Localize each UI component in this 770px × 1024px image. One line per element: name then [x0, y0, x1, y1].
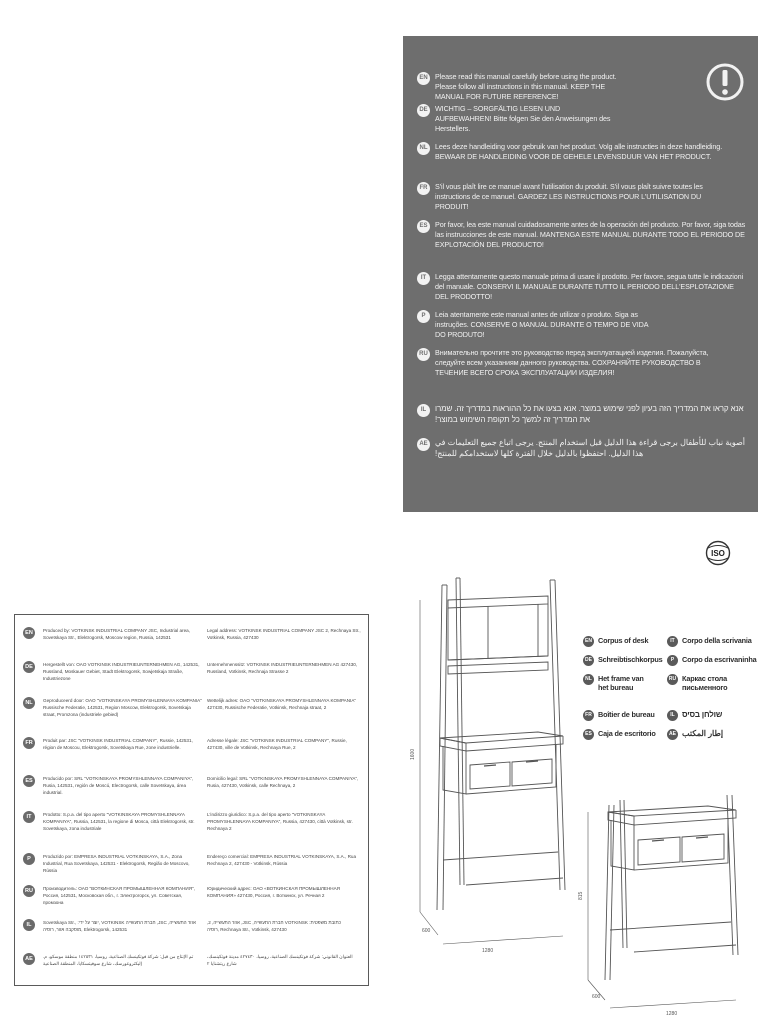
product-name-list	[583, 636, 763, 746]
product-name-nl	[583, 674, 653, 692]
warning-item-en	[417, 72, 747, 102]
warning-text: אנא קראו את המדריך הזה בעיון לפני שימוש במוצר. אנא בצעו את כל ההוראות במדריך זה. שמרו את המדריך זה למשך כל תקופת השימוש במוצר!	[435, 404, 744, 424]
producer-address: Prodotto: S.p.a. del tipo aperto "VOTKINSKAYA PROMYSHLENNAYA KOMPANIYA", Russia, 142531, la regione di Mosca, città Elektrogorsk, str. Sovetskaya, zona industriale	[43, 812, 195, 831]
legal-address: כתובת משפטית: VOTKINSK חברת התעשייה, JSC, אזור התעשייה, 2, Rechnaya Str., Votkinsk, 427430 ,רוסיה	[207, 920, 342, 932]
producer-address: Hergestellt von: OAO VOTKINSK INDUSTRIEUNTERNEHMEN AG, 142531, Russland, Moskauer Gebiet, Stadt Elektrogorsk, Sowjetskaja Straße, Industriezone	[43, 662, 200, 681]
tall-desk-drawing	[420, 578, 565, 944]
iso-label: ISO	[711, 549, 725, 558]
lang-badge: FR	[583, 710, 594, 721]
lang-badge: IL	[23, 919, 35, 931]
short-depth-label: 600	[592, 994, 601, 1000]
legal-address: Legal address: VOTKINSK INDUSTRIAL COMPANY JSC 2, Rechnaya Str., Votkinsk, Russia, 427430	[207, 628, 361, 640]
tall-depth-label: 600	[422, 928, 431, 934]
product-name-label: Caja de escritorio	[598, 729, 656, 738]
producer-address: Produced by: VOTKINSK INDUSTRIAL COMPANY JSC, Industrial area, Sovetskaya Str., Elektrogorsk, Moscow region, Russia, 142531	[43, 628, 190, 640]
producer-address: Producido por: SRL "VOTKINSKAYA PROMYSHLENNAYA COMPANIYA", Rusia, 142531, región de Moscú, Electrogorsk, calle Sovetskaya, área industrial.	[43, 776, 194, 795]
short-desk-drawing	[588, 795, 738, 1008]
lang-badge: IT	[417, 272, 430, 285]
short-width-label: 1280	[666, 1011, 678, 1017]
warning-text: S'il vous plaît lire ce manuel avant l'utilisation du produit. S'il vous plaît suivre toutes les instructions de ce manuel. GARDEZ LES INSTRUCTIONS POUR L'UTILISATION DU PRODUIT!	[435, 182, 703, 211]
lang-badge: AE	[667, 729, 678, 740]
producer-address: Produit par: JSC "VOTKINSK INDUSTRIAL COMPANY", Russie, 142531, région de Moscou, Elektrogorsk, Sovetskaya Rue, zone industrielle.	[43, 738, 193, 750]
producer-address: Производитель: ОАО "ВОТКИНСКАЯ ПРОМЫШЛЕННАЯ КОМПАНИЯ", Россия, 142531, Московская обл., г. Электрогорск, ул. Советская, промзона	[43, 886, 195, 905]
product-name-label: Corpo da escrivaninha	[682, 655, 757, 664]
warning-item-ae	[417, 438, 747, 459]
product-name-label: Boîtier de bureau	[598, 710, 655, 719]
product-name-label: שולחן בסיס	[682, 710, 723, 719]
lang-badge: ES	[417, 220, 430, 233]
lang-badge: P	[417, 310, 430, 323]
warning-text: Внимательно прочтите это руководство перед эксплуатацией изделия. Пожалуйста, следуйте всем указаниям данного руководства. СОХРАНЯЙТЕ РУКОВОДСТВО В ТЕЧЕНИЕ ВСЕГО СРОКА ЭКСПЛУАТАЦИИ ИЗДЕЛИЯ!	[435, 348, 709, 377]
warning-item-es	[417, 220, 747, 250]
warning-panel	[403, 36, 758, 512]
lang-badge: RU	[417, 348, 430, 361]
lang-badge: DE	[23, 661, 35, 673]
lang-badge: EN	[417, 72, 430, 85]
warning-item-it	[417, 272, 747, 302]
lang-badge: NL	[23, 697, 35, 709]
product-name-de	[583, 655, 663, 666]
warning-item-ru	[417, 348, 747, 378]
lang-badge: NL	[417, 142, 430, 155]
legal-address: L'indirizzo giuridico: S.p.a. del tipo aperto "VOTKINSKAYA PROMYSHLENNAYA KOMPANIYA", Russia, 427430, città Votkinsk, str. Rechnaya 2	[207, 812, 353, 831]
lang-badge: EN	[583, 636, 594, 647]
warning-item-de	[417, 104, 747, 134]
legal-address: Wettelijk adres: OAO "VOTKINSKAYA PROMYSHLENNAYA KOMPANIA" 427430, Russische Federatie, Votkinsk, Rechnaja straat, 2	[207, 698, 357, 710]
product-name-en	[583, 636, 648, 647]
lang-badge: ES	[583, 729, 594, 740]
product-name-label: Corpo della scrivania	[682, 636, 752, 645]
warning-item-il	[417, 404, 747, 425]
legal-address: Unternehmenssitz: VOTKINSK INDUSTRIEUNTERNEHMEN AG 427430, Russland, Votkinsk, Rechnaja Strasse 2	[207, 662, 358, 674]
legal-address: Adresse légale: JSC "VOTKINSK INDUSTRIAL COMPANY", Russie, 427430, ville de Votkinsk, Rechnaya Rue, 2	[207, 738, 347, 750]
warning-text: Leia atentamente este manual antes de utilizar o produto. Siga as instruções. CONSERVE O MANUAL DURANTE O TEMPO DE VIDA DO PRODUTO!	[435, 310, 649, 339]
lang-badge: IL	[417, 404, 430, 417]
lang-badge: DE	[417, 104, 430, 117]
product-name-label: Het frame van het bureau	[598, 674, 644, 692]
product-name-fr	[583, 710, 655, 721]
lang-badge: IT	[667, 636, 678, 647]
lang-badge: P	[23, 853, 35, 865]
warning-text: WICHTIG – SORGFÄLTIG LESEN UND AUFBEWAHREN! Bitte folgen Sie den Anweisungen des Herstellers.	[435, 104, 611, 133]
lang-badge: NL	[583, 674, 594, 685]
tall-height-label: 1600	[410, 748, 416, 760]
lang-badge: AE	[23, 953, 35, 965]
lang-badge: RU	[23, 885, 35, 897]
warning-item-p	[417, 310, 747, 340]
producer-address: تم الإنتاج من قبل: شركة فوتكينسك الصناعية، روسيا، ١٤٢٥٣١ منطقة موسكو، م. إليكتروغورسك، شارع سوفيتسكايا، المنطقة الصناعية	[43, 954, 194, 966]
product-name-il	[667, 710, 722, 721]
lang-badge: EN	[23, 627, 35, 639]
desk-technical-drawing	[398, 560, 768, 1020]
product-name-ru	[667, 674, 747, 692]
warning-item-nl	[417, 142, 747, 162]
lang-badge: DE	[583, 655, 594, 666]
lang-badge: ES	[23, 775, 35, 787]
lang-badge: P	[667, 655, 678, 666]
lang-badge: AE	[417, 438, 430, 451]
legal-address: Domicilio legal: SRL "VOTKINSKAYA PROMYSHLENNAYA COMPANIYA", Rusia, 427430, Votkinsk, calle Rechnaya, 2	[207, 776, 359, 788]
product-name-ae	[667, 729, 723, 740]
product-name-label: Schreibtischkorpus	[598, 655, 663, 664]
product-name-it	[667, 636, 752, 647]
producer-address: אזור התעשייה, JSC, חברת התעשייה VOTKINSK ,יוצר על ידי: Sovetskaya Str., Elektrogorsk, 142531 ,מוסקבה אזור, רוסיה	[43, 920, 196, 932]
warning-text: Por favor, lea este manual cuidadosamente antes de la operación del producto. Por favor, siga todas las instrucciones de este manual. MANTENGA ESTE MANUAL DURANTE TODO EL PERIODO DE EXPLOTACIÓN DEL PRODUCTO!	[435, 220, 746, 249]
product-name-es	[583, 729, 656, 740]
producer-address: Produzido por: EMPRESA INDUSTRIAL VOTKINSKAYA, S.A., Zona Industrial, Rua Sovetskaya, 142531 - Elektrogorsk, Região de Moscovo, Rússia	[43, 854, 190, 873]
warning-text: Lees deze handleiding voor gebruik van het product. Volg alle instructies in deze handleiding. BEWAAR DE HANDLEIDING VOOR DE GEHELE LEVENSDUUR VAN HET PRODUCT.	[435, 142, 723, 161]
short-height-label: 815	[578, 891, 584, 900]
lang-badge: IL	[667, 710, 678, 721]
producer-address: Geproduceerd door: OAO "VOTKINSKAYA PROMYSHLENNAYA KOMPANIA" Russische Federatie, 142531, Region Moscow, Elektrogorsk, Sovetskaja straat, Promzona (industriele gebied)	[43, 698, 202, 717]
producer-info-panel	[14, 614, 369, 986]
warning-text: Please read this manual carefully before using the product. Please follow all instructions in this manual. KEEP THE MANUAL FOR FUTURE REFERENCE!	[435, 72, 617, 101]
warning-text: Legga attentamente questo manuale prima di usare il prodotto. Per favore, segua tutte le indicazioni del manuale. CONSERVI IL MANUALE DURANTE TUTTO IL PERIODO DELL'ESPLOTAZIONE DEL PRODOTTO!	[435, 272, 744, 301]
product-name-label: Corpus of desk	[598, 636, 649, 645]
lang-badge: RU	[667, 674, 678, 685]
lang-badge: IT	[23, 811, 35, 823]
product-name-label: Каркас стола письменного	[682, 674, 728, 692]
lang-badge: FR	[23, 737, 35, 749]
warning-text: أصوية نباب للأطفال برجى قراءة هذا الدليل قبل استخدام المنتج. يرجى اتباع جميع التعليمات في هذا الدليل. احتفظوا بالدليل خلال الفترة كلها لاستخدامكم للمنتج!	[435, 438, 745, 458]
legal-address: العنوان القانوني: شركة فوتكينسك الصناعية، روسيا، ٤٢٧٤٣٠ مدينة فوتكينسك، شارع ريتشنايا ٢	[207, 954, 353, 966]
product-name-label: إطار المكتب	[682, 729, 724, 738]
legal-address: Endereço comercial: EMPRESA INDUSTRIAL VOTKINSKAYA, S.A., Rua Rechnaya 2, 427430 - Votkinsk, Rússia	[207, 854, 357, 866]
legal-address: Юридический адрес: ОАО «ВОТКИНСКАЯ ПРОМЫШЛЕННАЯ КОМПАНИЯ» 427430, Россия, г. Воткинск, ул. Речная 2	[207, 886, 340, 898]
warning-item-fr	[417, 182, 747, 212]
lang-badge: FR	[417, 182, 430, 195]
product-name-p	[667, 655, 756, 666]
tall-width-label: 1280	[482, 948, 494, 954]
